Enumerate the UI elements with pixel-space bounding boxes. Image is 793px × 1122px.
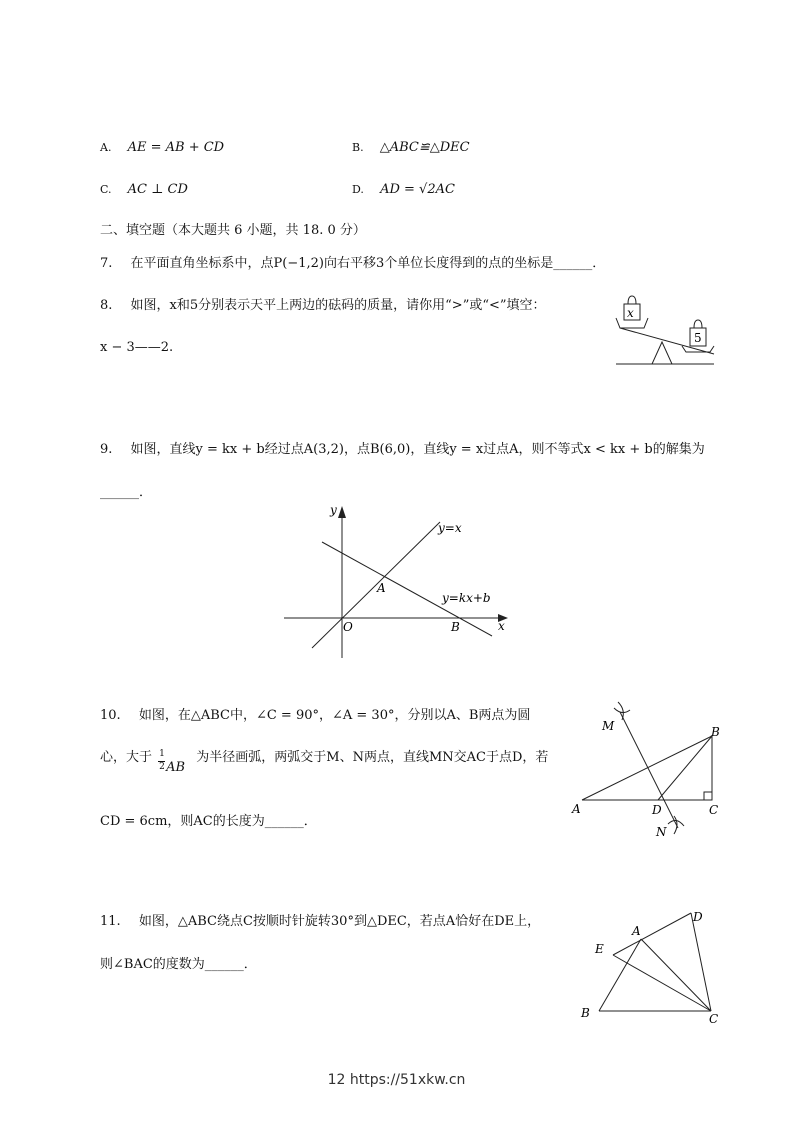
choice-expr: AD = √2AC bbox=[380, 182, 455, 197]
question-text: 如图，△ABC绕点C按顺时针旋转30°到△DEC，若点A恰好在DE上， bbox=[138, 914, 541, 929]
fraction-tail: AB bbox=[166, 760, 186, 775]
left-weight-handle bbox=[628, 296, 636, 304]
choice-d bbox=[352, 182, 455, 197]
page-footer: 12 https://51xkw.cn bbox=[327, 1072, 466, 1088]
question-9-line2: ______． bbox=[100, 485, 153, 500]
line-graph-figure bbox=[282, 500, 512, 662]
question-10 bbox=[100, 704, 530, 723]
point-b-label: B bbox=[581, 1006, 590, 1020]
question-number: 7. bbox=[100, 256, 113, 271]
question-text: 在平面直角坐标系中，点P(−1,2)向右平移3个单位长度得到的点的坐标是______． bbox=[130, 256, 606, 271]
choice-a bbox=[100, 140, 224, 155]
point-a-label: A bbox=[377, 581, 386, 595]
point-e-label: E bbox=[595, 942, 604, 956]
question-10-line2 bbox=[100, 746, 549, 775]
choice-expr: AC ⊥ CD bbox=[127, 182, 188, 197]
x-axis-label: x bbox=[498, 619, 505, 633]
point-m-label: M bbox=[602, 719, 615, 733]
rotation-figure bbox=[575, 905, 725, 1030]
question-number: 11. bbox=[100, 914, 121, 929]
fraction-numerator: 1 bbox=[159, 749, 165, 759]
point-b-label: B bbox=[711, 725, 720, 739]
question-number: 8. bbox=[100, 298, 113, 313]
side-ab bbox=[582, 736, 712, 800]
line-mn bbox=[620, 712, 678, 828]
triangle-abc-figure bbox=[570, 700, 730, 845]
question-text: 如图，x和5分别表示天平上两边的砝码的质量，请你用“>”或“<”填空： bbox=[130, 298, 546, 313]
right-weight-handle bbox=[694, 320, 702, 328]
choice-letter: B. bbox=[352, 141, 364, 154]
point-b-label: B bbox=[451, 620, 460, 634]
point-d-label: D bbox=[652, 803, 662, 817]
origin-label: O bbox=[343, 620, 353, 634]
section-heading: 二、填空题（本大题共 6 小题，共 18. 0 分） bbox=[100, 223, 366, 238]
question-text: 如图，在△ABC中，∠C = 90°，∠A = 30°，分别以A、B两点为圆 bbox=[138, 708, 531, 723]
point-c-label: C bbox=[709, 1012, 719, 1026]
y-axis-label: y bbox=[330, 503, 337, 517]
question-text: 如图，直线y = kx + b经过点A(3,2)，点B(6,0)，直线y = x过点A，则不等式x < kx + b的解集为 bbox=[130, 442, 705, 457]
question-7 bbox=[100, 252, 605, 271]
line-y-eq-x bbox=[312, 522, 440, 648]
choice-expr: AE = AB + CD bbox=[127, 140, 225, 155]
choice-b bbox=[352, 140, 470, 155]
choice-expr: △ABC≌△DEC bbox=[379, 140, 470, 155]
point-n-label: N bbox=[656, 825, 667, 839]
point-d-label: D bbox=[693, 910, 703, 924]
right-weight-label: 5 bbox=[694, 331, 702, 345]
question-text: 心，大于 bbox=[100, 750, 153, 765]
fraction-denominator: 2 bbox=[159, 762, 165, 772]
question-9 bbox=[100, 438, 705, 457]
line2-label: y=kx+b bbox=[442, 591, 491, 605]
right-angle-mark bbox=[704, 792, 712, 800]
line1-label: y=x bbox=[438, 521, 462, 535]
y-axis-arrow bbox=[338, 506, 346, 518]
question-11 bbox=[100, 910, 540, 929]
question-text: 为半径画弧，两弧交于M、N两点，直线MN交AC于点D，若 bbox=[196, 750, 549, 765]
arc-n-2 bbox=[674, 816, 677, 834]
choice-letter: A. bbox=[100, 141, 112, 154]
question-11-line2: 则∠BAC的度数为______． bbox=[100, 957, 257, 972]
choice-letter: C. bbox=[100, 183, 112, 196]
side-dc bbox=[691, 913, 711, 1011]
point-a-label: A bbox=[632, 924, 641, 938]
question-10-line3: CD = 6cm，则AC的长度为______． bbox=[100, 814, 317, 829]
choice-c bbox=[100, 182, 188, 197]
question-8-line2: x − 3——2. bbox=[100, 340, 174, 355]
segment-bd bbox=[658, 736, 712, 800]
question-number: 9. bbox=[100, 442, 113, 457]
side-ac bbox=[641, 939, 711, 1011]
question-number: 10. bbox=[100, 708, 121, 723]
point-a-label: A bbox=[572, 802, 581, 816]
question-8 bbox=[100, 294, 546, 313]
point-c-label: C bbox=[709, 803, 719, 817]
side-ed bbox=[613, 913, 691, 955]
left-weight-label: x bbox=[627, 306, 634, 320]
side-ec bbox=[613, 955, 711, 1011]
fulcrum bbox=[652, 342, 672, 364]
balance-figure bbox=[610, 290, 725, 370]
choice-letter: D. bbox=[352, 183, 364, 196]
side-ba bbox=[599, 939, 641, 1011]
fraction bbox=[156, 747, 186, 775]
